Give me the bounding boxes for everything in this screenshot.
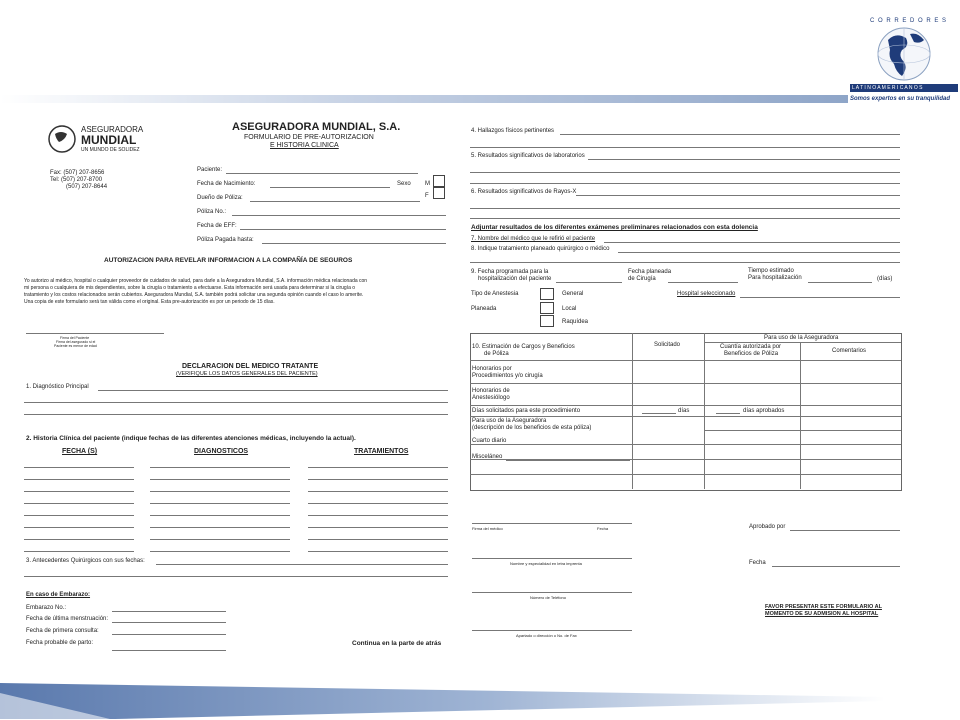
label-antecedentes: 3. Antecedentes Quirúrgicos con sus fechas: — [26, 558, 145, 564]
sexo-m-checkbox[interactable] — [433, 175, 445, 187]
insurer-logo — [47, 124, 187, 160]
label-fecha-plan-2: de Cirugía — [628, 276, 656, 282]
insurer-line3: UN MUNDO DE SOLIDEZ — [81, 147, 140, 153]
label-tratamiento: 8. Indique tratamiento planeado quirúrgico o médico — [471, 246, 610, 252]
nombre-especialidad-field[interactable] — [472, 558, 632, 559]
label-diagnostico: 1. Diagnóstico Principal — [26, 384, 89, 390]
costs-vline-2 — [704, 333, 705, 489]
costs-anest-2: Anestesiólogo — [472, 395, 510, 401]
label-general: General — [562, 291, 584, 297]
label-tiempo-1: Tiempo estimado — [748, 268, 794, 274]
col-fecha: FECHA (S) — [62, 448, 98, 455]
historia-line[interactable] — [150, 539, 290, 540]
anestesia-local-checkbox[interactable] — [540, 302, 554, 314]
consulta-field[interactable] — [112, 634, 226, 635]
costs-hline-dias — [470, 416, 901, 417]
historia-line[interactable] — [150, 551, 290, 552]
sig-aprobado: Aprobado por — [749, 524, 786, 530]
logo-arc-text: C O R R E D O R E S — [870, 18, 948, 24]
historia-line[interactable] — [24, 503, 134, 504]
label-planeada: Planeada — [471, 306, 497, 312]
nombre-medico-field[interactable] — [604, 242, 900, 243]
label-hallazgos: 4. Hallazgos físicos pertinentes — [471, 128, 555, 134]
label-consulta: Fecha de primera consulta: — [26, 628, 99, 634]
dueno-field[interactable] — [250, 201, 420, 202]
pagada-field[interactable] — [262, 243, 446, 244]
miscelaneo-field[interactable] — [506, 460, 630, 461]
patient-signature-field[interactable] — [26, 333, 164, 334]
historia-line[interactable] — [308, 515, 448, 516]
rayos-line-3 — [470, 218, 900, 219]
rayos-field[interactable] — [576, 195, 900, 196]
sig-fecha: Fecha — [597, 526, 609, 531]
dias-aprobados-field[interactable] — [716, 413, 740, 414]
parto-field[interactable] — [112, 650, 226, 651]
embarazo-field[interactable] — [112, 611, 226, 612]
costs-hline-r1 — [704, 430, 901, 431]
label-dias-estimado: (días) — [877, 276, 893, 282]
label-parto: Fecha probable de parto: — [26, 640, 94, 646]
insurer-globe-icon — [47, 124, 77, 154]
label-fecha-prog-2: hospitalización del paciente — [478, 276, 552, 282]
sig-firma-medico: Firma del médico — [472, 526, 503, 531]
label-fecha-plan-1: Fecha planeada — [628, 269, 672, 275]
sexo-f-checkbox[interactable] — [433, 187, 445, 199]
historia-line[interactable] — [308, 467, 448, 468]
tratamiento-field[interactable] — [618, 252, 900, 253]
dias-solicitados-field[interactable] — [642, 413, 676, 414]
label-rayos: 6. Resultados significativos de Rayos-X — [471, 189, 577, 195]
col-tratamientos: TRATAMIENTOS — [354, 448, 409, 455]
historia-line[interactable] — [24, 551, 134, 552]
label-tiempo-2: Para hospitalización — [748, 275, 802, 281]
telefono-field[interactable] — [472, 592, 632, 593]
label-menstruacion: Fecha de última menstruación: — [26, 616, 109, 622]
label-eff: Fecha de EFF: — [197, 223, 237, 229]
label-nacimiento: Fecha de Nacimiento: — [197, 181, 256, 187]
historia-line[interactable] — [24, 479, 134, 480]
historia-line[interactable] — [24, 515, 134, 516]
insurer-line1: ASEGURADORA — [81, 125, 144, 134]
top-decorative-bar — [0, 95, 848, 103]
historia-line[interactable] — [308, 551, 448, 552]
anestesia-raquidea-checkbox[interactable] — [540, 315, 554, 327]
costs-cuarto: Cuarto diario — [472, 438, 507, 444]
historia-line[interactable] — [150, 515, 290, 516]
col-diagnosticos: DIAGNOSTICOS — [194, 448, 249, 455]
label-laboratorios: 5. Resultados significativos de laboratorios — [471, 153, 585, 159]
paciente-field[interactable] — [226, 173, 418, 174]
firma-medico-field[interactable] — [472, 523, 632, 524]
costs-cuantia-1: Cuantía autorizada por — [720, 344, 782, 350]
fecha-aprobacion-field[interactable] — [772, 566, 900, 567]
doctor-title: DECLARACION DEL MEDICO TRATANTE — [182, 363, 319, 370]
favor-line-2: MOMENTO DE SU ADMISION AL HOSPITAL — [765, 611, 879, 617]
pregnancy-title: En caso de Embarazo: — [26, 592, 91, 598]
anestesia-general-checkbox[interactable] — [540, 288, 554, 300]
bottom-decorative-bar — [0, 683, 885, 719]
label-nombre-medico: 7. Nombre del médico que le refirió el paciente — [471, 236, 596, 242]
contact-fax: Fax: (507) 207-8656 — [50, 170, 105, 176]
historia-line[interactable] — [150, 479, 290, 480]
label-hospital: Hospital seleccionado — [677, 291, 736, 297]
signature-label-1: Firma del Paciente — [60, 336, 90, 340]
authorization-line2: mi persona o cualquiera de mis dependientes, sobre la cirugía o tratamiento a efectuarse. Esta información será usada para determinar si la cirugía o — [24, 285, 356, 291]
costs-honorarios-1: Honorarios por — [472, 366, 512, 372]
corredores-logo — [848, 10, 960, 110]
costs-vline-1 — [632, 333, 633, 489]
apartado-field[interactable] — [472, 630, 632, 631]
costs-dias-sol: Días solicitados para este procedimiento — [472, 408, 581, 414]
costs-dias: días — [678, 408, 690, 414]
historia-line[interactable] — [24, 467, 134, 468]
logo-slogan: Somos expertos en su tranquilidad — [850, 96, 951, 102]
costs-hline-header — [470, 360, 901, 361]
costs-cuantia-2: Beneficios de Póliza — [724, 351, 779, 357]
sig-telefono: Número de Teléfono — [530, 595, 566, 600]
costs-honorarios-2: Procedimientos y/o cirugía — [472, 373, 543, 379]
costs-hline-r4 — [470, 474, 901, 475]
historia-line[interactable] — [150, 491, 290, 492]
costs-uso-aseg-2: (descripción de los beneficios de esta póliza) — [472, 425, 592, 431]
costs-uso-aseg-1: Para uso de la Aseguradora — [472, 418, 547, 424]
costs-hline-honorarios — [470, 383, 901, 384]
aprobado-field[interactable] — [790, 530, 900, 531]
sig-apartado: Apartado o dirección o No. de Fax — [516, 633, 577, 638]
tratamiento-line-2 — [470, 262, 900, 263]
hospital-field[interactable] — [740, 297, 900, 298]
fecha-prog-field[interactable] — [556, 282, 622, 283]
diagnostico-line-2 — [24, 402, 448, 403]
historia-line[interactable] — [150, 527, 290, 528]
antecedentes-line-2 — [24, 576, 448, 577]
contact-tel2: (507) 207-8644 — [66, 184, 108, 190]
contact-tel: Tel: (507) 207-8700 — [50, 177, 103, 183]
costs-miscelaneo: Misceláneo — [472, 454, 503, 460]
signature-label-3: Paciente es menor de edad — [54, 344, 97, 348]
historia-title: 2. Historia Clínica del paciente (indique fechas de las diferentes atenciones médicas, incluyendo la actual). — [26, 435, 356, 442]
historia-line[interactable] — [24, 527, 134, 528]
poliza-field[interactable] — [232, 215, 446, 216]
hallazgos-field[interactable] — [560, 134, 900, 135]
authorization-line1: Yo autorizo al médico, hospital o cualquier proveedor de cuidados de salud, para darle a la Aseguradora Mundial, S.A. información médica relacionada con — [24, 278, 368, 284]
authorization-title: AUTORIZACION PARA REVELAR INFORMACION A LA COMPAÑÍA DE SEGUROS — [104, 257, 353, 264]
eff-field[interactable] — [240, 229, 446, 230]
diagnostico-line-3 — [24, 414, 448, 415]
label-sexo: Sexo — [397, 181, 411, 187]
costs-estimacion-1: 10. Estimación de Cargos y Beneficios — [472, 344, 575, 350]
historia-line[interactable] — [150, 503, 290, 504]
rayos-line-2 — [470, 208, 900, 209]
diagnostico-field[interactable] — [98, 390, 448, 391]
form-subtitle-2: E HISTORIA CLINICA — [270, 142, 339, 149]
authorization-line3: tratamiento y los costos relacionados serán cubiertos. Aseguradora Mundial, S.A. también podrá solicitar una segunda opinión cuando el caso lo amerite. — [24, 292, 364, 298]
doctor-subtitle: (VERIFIQUE LOS DATOS GENERALES DEL PACIENTE) — [176, 371, 318, 377]
signature-label-2: Firma del asegurado si el — [56, 340, 96, 344]
label-m: M — [425, 181, 430, 187]
insurer-line2: MUNDIAL — [81, 133, 137, 147]
form-title: ASEGURADORA MUNDIAL, S.A. — [232, 121, 401, 133]
favor-line-1: FAVOR PRESENTAR ESTE FORMULARIO AL — [765, 604, 882, 610]
label-raquidea: Raquídea — [562, 319, 589, 325]
costs-anest-1: Honorarios de — [472, 388, 510, 394]
costs-hline-uso — [704, 342, 901, 343]
costs-dias-apr: días aprobados — [743, 408, 785, 414]
historia-line[interactable] — [308, 491, 448, 492]
laboratorios-field[interactable] — [588, 159, 900, 160]
nacimiento-field[interactable] — [270, 187, 390, 188]
costs-hline-anest — [470, 405, 901, 406]
historia-line[interactable] — [308, 479, 448, 480]
label-paciente: Paciente: — [197, 167, 223, 173]
sig-fecha-2: Fecha — [749, 560, 766, 566]
logo-band-text: L A T I N O A M E R I C A N O S — [852, 85, 923, 91]
historia-line[interactable] — [24, 539, 134, 540]
laboratorios-line-2 — [470, 172, 900, 173]
label-local: Local — [562, 306, 577, 312]
historia-line[interactable] — [308, 527, 448, 528]
sig-nombre-esp: Nombre y especialidad en letra imprenta — [510, 561, 582, 566]
label-pagada: Póliza Pagada hasta: — [197, 237, 254, 243]
globe-icon — [848, 10, 960, 110]
hallazgos-line-2 — [470, 147, 900, 148]
laboratorios-line-3 — [470, 183, 900, 184]
label-dueno: Dueño de Póliza: — [197, 195, 243, 201]
antecedentes-field[interactable] — [156, 564, 448, 565]
historia-line[interactable] — [308, 503, 448, 504]
label-fecha-prog-1: 9. Fecha programada para la — [471, 269, 549, 275]
form-subtitle-1: FORMULARIO DE PRE-AUTORIZACION — [244, 134, 374, 141]
costs-uso: Para uso de la Aseguradora — [764, 335, 839, 341]
cuarto-field[interactable] — [510, 444, 630, 445]
costs-estimacion-2: de Póliza — [484, 351, 509, 357]
authorization-line4: Una copia de este formulario será tan válida como el original. Esta pre-autorización es por un periodo de 15 días. — [24, 299, 275, 305]
adjuntar-note: Adjuntar resultados de los diferentes exámenes preliminares relacionados con esta dolencia — [471, 224, 758, 231]
historia-line[interactable] — [24, 491, 134, 492]
label-embarazo: Embarazo No.: — [26, 605, 67, 611]
continua-text: Continua en la parte de atrás — [352, 640, 442, 647]
costs-solicitado: Solicitado — [654, 342, 681, 348]
tiempo-field[interactable] — [808, 282, 872, 283]
fecha-plan-field[interactable] — [668, 282, 738, 283]
label-anestesia: Tipo de Anestesia — [471, 291, 519, 297]
costs-comentarios: Comentarios — [832, 348, 867, 354]
historia-line[interactable] — [150, 467, 290, 468]
historia-line[interactable] — [308, 539, 448, 540]
menstruacion-field[interactable] — [112, 622, 226, 623]
label-poliza: Póliza No.: — [197, 209, 227, 215]
label-f: F — [425, 193, 429, 199]
